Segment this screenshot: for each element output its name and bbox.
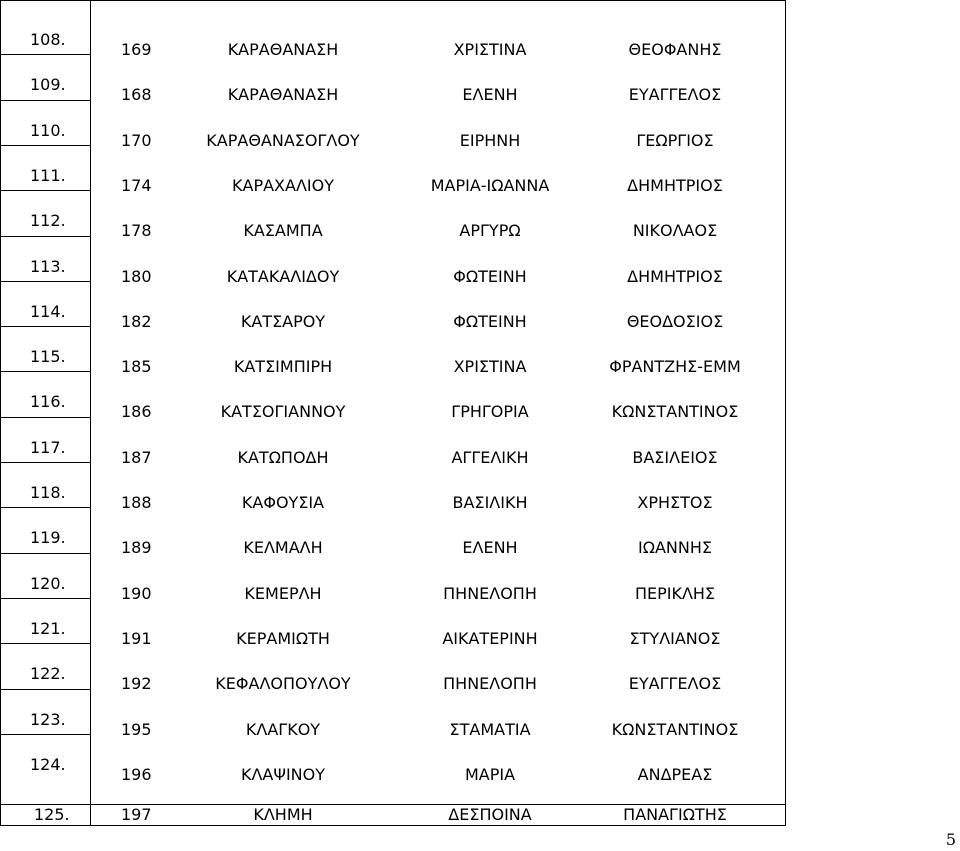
page-number: 5 [945, 830, 956, 849]
registry-code: 169 [121, 40, 152, 59]
registry-code: 174 [121, 176, 152, 195]
father-name-cell: ΣΤΥΛΙΑΝΟΣ [629, 629, 721, 648]
number-row-divider [0, 689, 91, 690]
surname-cell: ΚΕΛΜΑΛΗ [243, 538, 323, 557]
surname-cell: ΚΑΤΑΚΑΛΙΔΟΥ [226, 267, 340, 286]
surname-cell: ΚΕΜΕΡΛΗ [244, 584, 322, 603]
number-row-divider [0, 507, 91, 508]
row-number: 121. [30, 619, 66, 638]
row-number: 125. [34, 805, 70, 824]
row-number: 109. [30, 75, 66, 94]
father-name-cell: ΔΗΜΗΤΡΙΟΣ [627, 267, 723, 286]
surname-cell: ΚΕΡΑΜΙΩΤΗ [236, 629, 330, 648]
father-name-cell: ΘΕΟΔΟΣΙΟΣ [626, 312, 724, 331]
father-name-cell: ΦΡΑΝΤΖΗΣ-ΕΜΜ [609, 357, 741, 376]
row-number: 110. [30, 121, 66, 140]
registry-code: 191 [121, 629, 152, 648]
registry-code: 186 [121, 402, 152, 421]
row-number: 118. [30, 483, 66, 502]
father-name-cell: ΒΑΣΙΛΕΙΟΣ [632, 448, 718, 467]
number-row-divider [0, 643, 91, 644]
row-number: 120. [30, 574, 66, 593]
row-number: 119. [30, 528, 66, 547]
surname-cell: ΚΑΣΑΜΠΑ [243, 221, 323, 240]
surname-cell: ΚΛΑΨΙΝΟΥ [240, 765, 326, 784]
number-row-divider [0, 734, 91, 735]
number-row-divider [0, 326, 91, 327]
first-name-cell: ΧΡΙΣΤΙΝΑ [453, 357, 527, 376]
first-name-cell: ΓΡΗΓΟΡΙΑ [451, 402, 529, 421]
surname-cell: ΚΑΦΟΥΣΙΑ [241, 493, 325, 512]
surname-cell: ΚΛΗΜΗ [253, 805, 313, 824]
surname-cell: ΚΑΤΩΠΟΔΗ [237, 448, 329, 467]
first-name-cell: ΠΗΝΕΛΟΠΗ [443, 584, 537, 603]
surname-cell: ΚΑΤΣΟΓΙΑΝΝΟΥ [220, 402, 346, 421]
first-name-cell: ΦΩΤΕΙΝΗ [453, 312, 527, 331]
first-name-cell: ΕΛΕΝΗ [462, 85, 518, 104]
father-name-cell: ΠΕΡΙΚΛΗΣ [634, 584, 716, 603]
surname-cell: ΚΛΑΓΚΟΥ [245, 720, 321, 739]
registry-code: 196 [121, 765, 152, 784]
number-row-divider [0, 100, 91, 101]
registry-code: 197 [121, 805, 152, 824]
row-number: 117. [30, 438, 66, 457]
row-number: 115. [30, 347, 66, 366]
first-name-cell: ΑΙΚΑΤΕΡΙΝΗ [442, 629, 538, 648]
registry-code: 192 [121, 674, 152, 693]
first-name-cell: ΑΡΓΥΡΩ [459, 221, 521, 240]
father-name-cell: ΝΙΚΟΛΑΟΣ [632, 221, 718, 240]
registry-code: 178 [121, 221, 152, 240]
registry-code: 168 [121, 85, 152, 104]
row-number: 112. [30, 211, 66, 230]
number-row-divider [0, 598, 91, 599]
number-row-divider [0, 553, 91, 554]
registry-code: 187 [121, 448, 152, 467]
first-name-cell: ΕΛΕΝΗ [462, 538, 518, 557]
number-row-divider [0, 145, 91, 146]
first-name-cell: ΣΤΑΜΑΤΙΑ [449, 720, 531, 739]
registry-code: 188 [121, 493, 152, 512]
father-name-cell: ΚΩΝΣΤΑΝΤΙΝΟΣ [611, 720, 739, 739]
surname-cell: ΚΑΡΑΘΑΝΑΣΟΓΛΟΥ [206, 131, 360, 150]
number-row-divider [0, 371, 91, 372]
first-name-cell: ΧΡΙΣΤΙΝΑ [453, 40, 527, 59]
father-name-cell: ΕΥΑΓΓΕΛΟΣ [628, 674, 722, 693]
first-name-cell: ΒΑΣΙΛΙΚΗ [452, 493, 528, 512]
first-name-cell: ΜΑΡΙΑ [464, 765, 516, 784]
surname-cell: ΚΑΡΑΘΑΝΑΣΗ [227, 40, 339, 59]
row-number: 113. [30, 257, 66, 276]
registry-code: 182 [121, 312, 152, 331]
surname-cell: ΚΑΤΣΙΜΠΙΡΗ [233, 357, 333, 376]
row-number: 123. [30, 710, 66, 729]
first-name-cell: ΜΑΡΙΑ-ΙΩΑΝΝΑ [430, 176, 550, 195]
row-number: 108. [30, 30, 66, 49]
number-row-divider [0, 236, 91, 237]
surname-cell: ΚΑΡΑΘΑΝΑΣΗ [227, 85, 339, 104]
father-name-cell: ΓΕΩΡΓΙΟΣ [636, 131, 714, 150]
row-number: 111. [30, 166, 66, 185]
registry-code: 180 [121, 267, 152, 286]
number-row-divider [0, 462, 91, 463]
surname-cell: ΚΕΦΑΛΟΠΟΥΛΟΥ [215, 674, 351, 693]
father-name-cell: ΔΗΜΗΤΡΙΟΣ [627, 176, 723, 195]
first-name-cell: ΕΙΡΗΝΗ [459, 131, 521, 150]
first-name-cell: ΑΓΓΕΛΙΚΗ [451, 448, 529, 467]
registry-code: 190 [121, 584, 152, 603]
row-number: 122. [30, 664, 66, 683]
row-number: 116. [30, 392, 66, 411]
number-row-divider [0, 417, 91, 418]
last-row-divider [90, 804, 91, 826]
number-row-divider [0, 54, 91, 55]
row-number: 124. [30, 755, 66, 774]
number-row-divider [0, 190, 91, 191]
registry-code: 195 [121, 720, 152, 739]
father-name-cell: ΠΑΝΑΓΙΩΤΗΣ [623, 805, 727, 824]
registry-code: 170 [121, 131, 152, 150]
surname-cell: ΚΑΤΣΑΡΟΥ [240, 312, 326, 331]
father-name-cell: ΑΝΔΡΕΑΣ [637, 765, 713, 784]
father-name-cell: ΘΕΟΦΑΝΗΣ [628, 40, 722, 59]
first-name-cell: ΠΗΝΕΛΟΠΗ [443, 674, 537, 693]
father-name-cell: ΕΥΑΓΓΕΛΟΣ [628, 85, 722, 104]
number-row-divider [0, 281, 91, 282]
father-name-cell: ΧΡΗΣΤΟΣ [637, 493, 713, 512]
registry-code: 189 [121, 538, 152, 557]
registry-code: 185 [121, 357, 152, 376]
row-number: 114. [30, 302, 66, 321]
first-name-cell: ΔΕΣΠΟΙΝΑ [448, 805, 532, 824]
first-name-cell: ΦΩΤΕΙΝΗ [453, 267, 527, 286]
father-name-cell: ΙΩΑΝΝΗΣ [638, 538, 712, 557]
father-name-cell: ΚΩΝΣΤΑΝΤΙΝΟΣ [611, 402, 739, 421]
surname-cell: ΚΑΡΑΧΑΛΙΟΥ [232, 176, 334, 195]
